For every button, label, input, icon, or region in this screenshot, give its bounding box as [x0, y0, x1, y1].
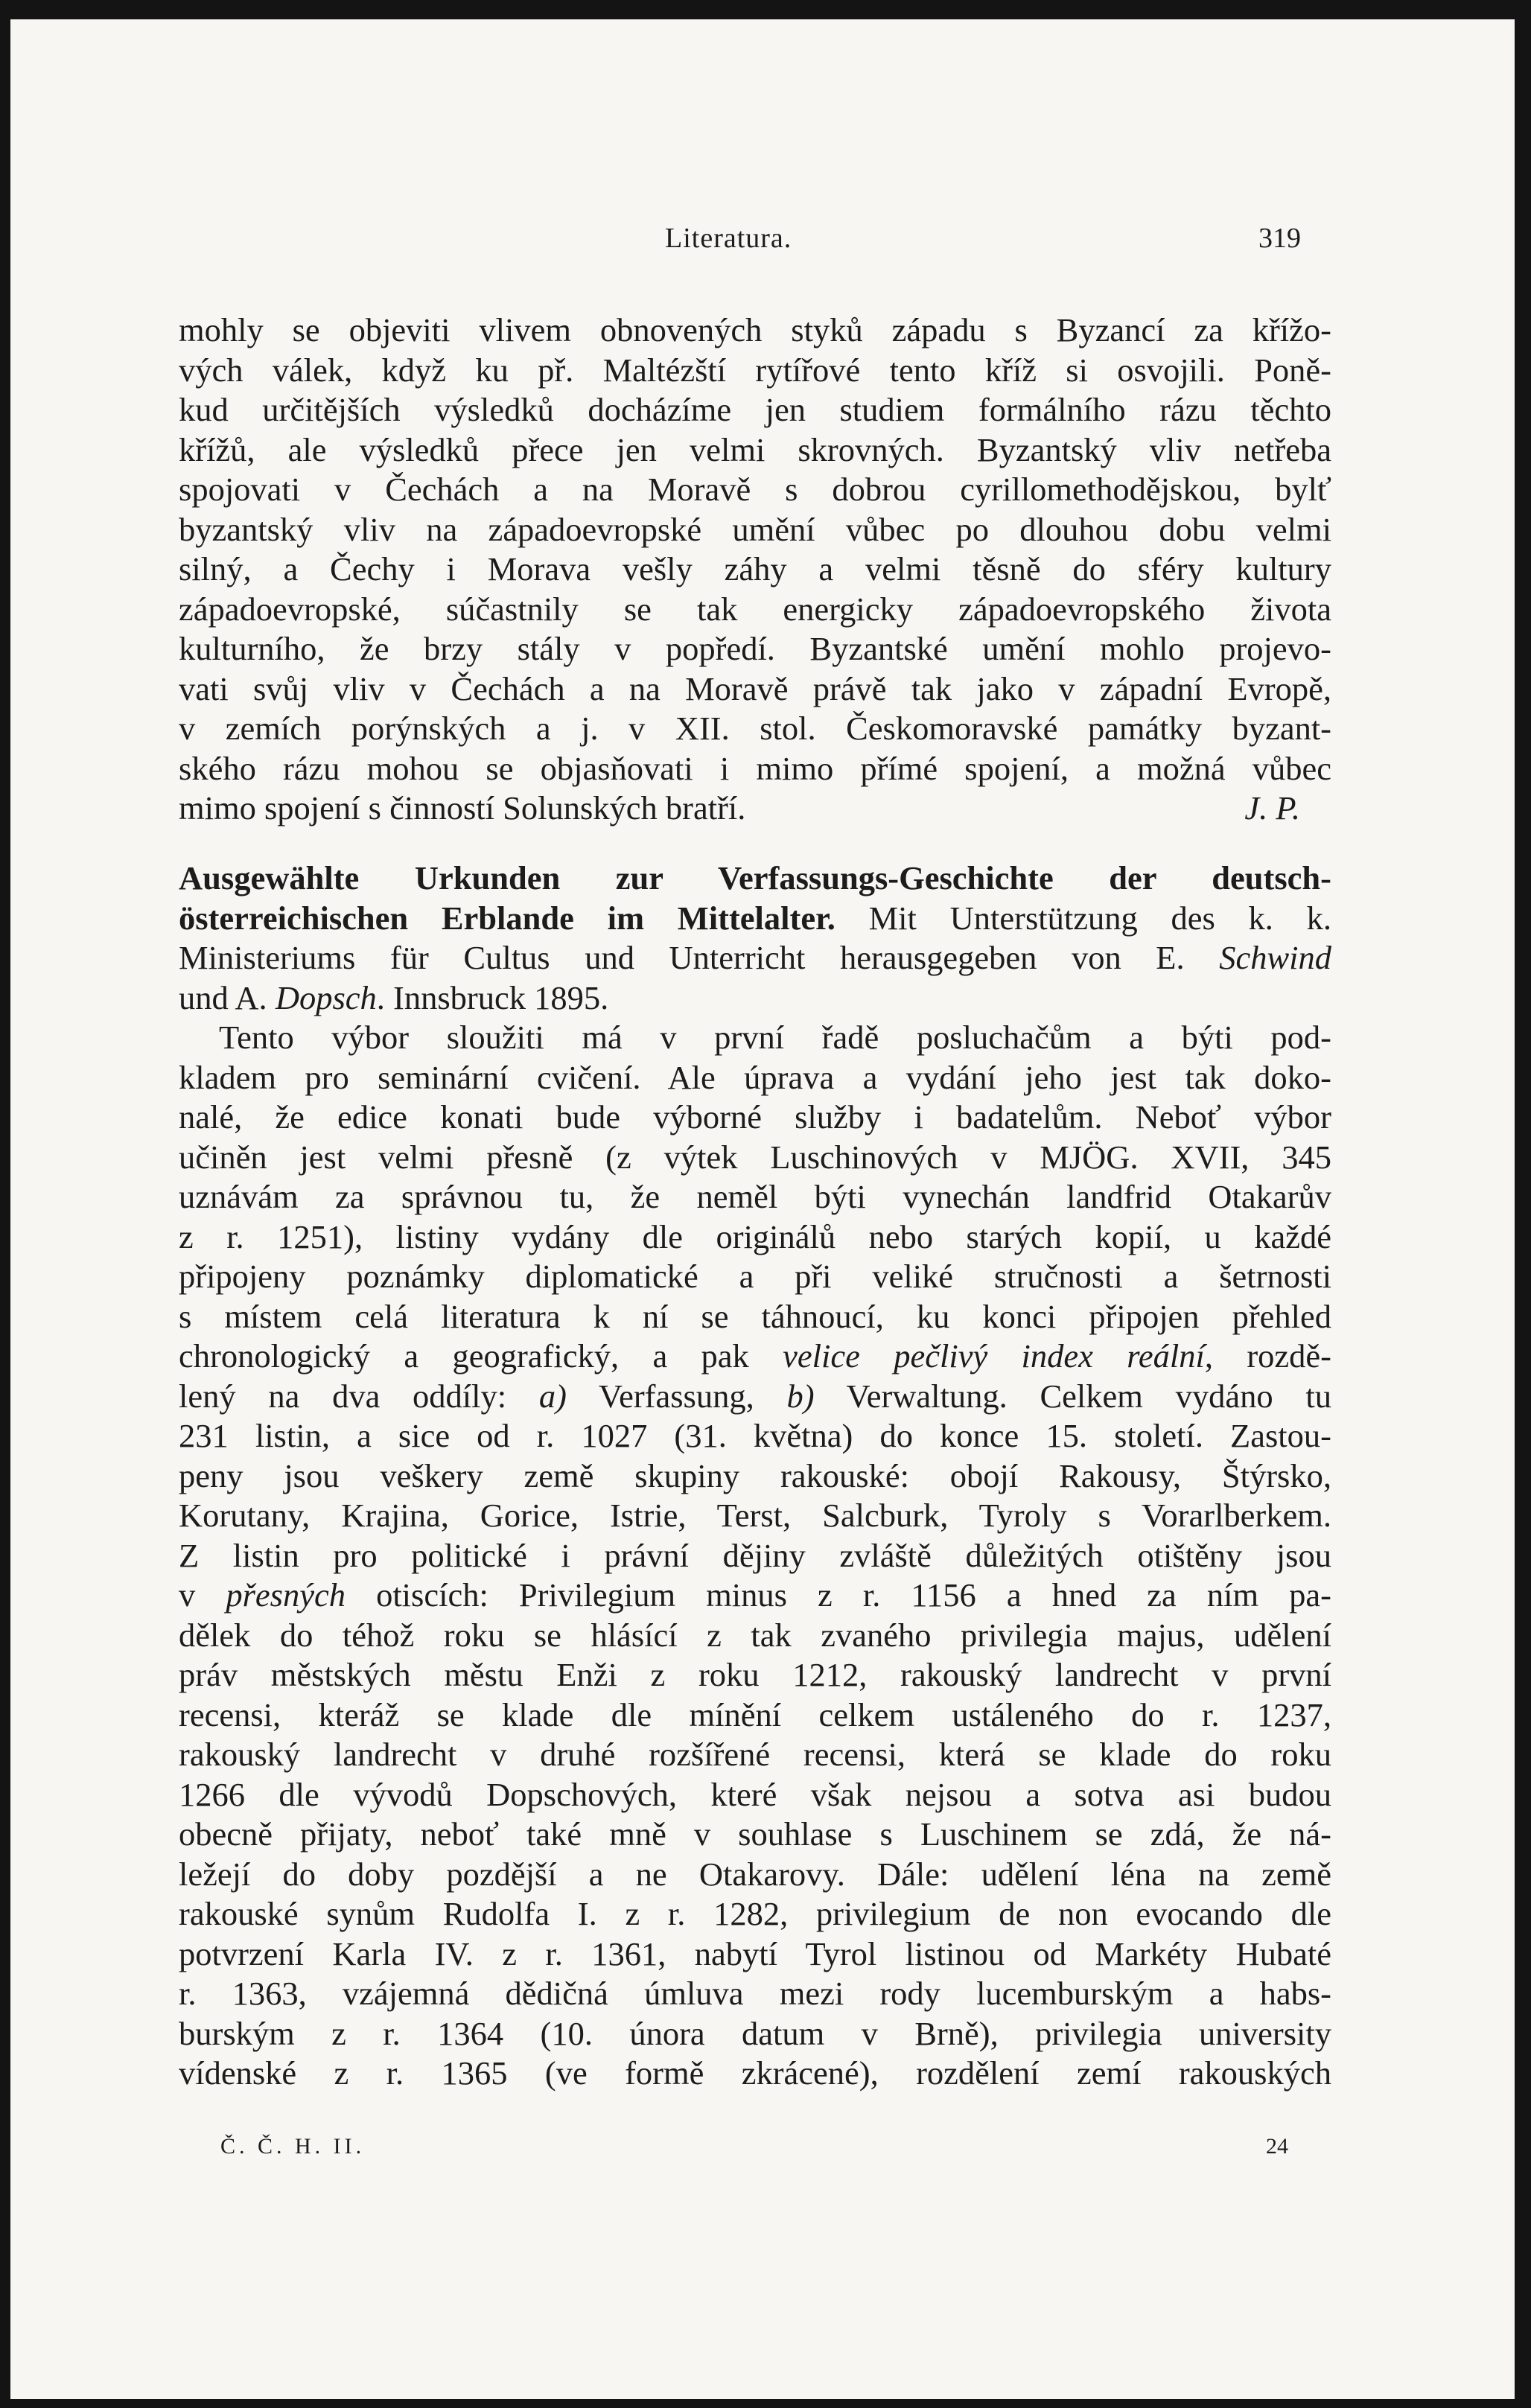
book-imprint: . Innsbruck 1895. — [376, 978, 609, 1016]
text-line: vých válek, když ku př. Maltézští rytířové tento kříž si osvojili. Poně- — [179, 351, 1331, 389]
editor-name: Schwind — [1219, 939, 1331, 976]
book-title: Ausgewählte Urkunden zur Verfassungs-Geschichte der deutsch- — [179, 859, 1331, 896]
italic-marker: a) — [538, 1377, 567, 1415]
text-line: spojovati v Čechách a na Moravě s dobrou cyrillomethodějskou, bylť — [179, 471, 1331, 508]
text-line — [179, 1337, 1331, 1377]
text-line: peny jsou veškery země skupiny rakouské: obojí Rakousy, Štýrsko, — [179, 1456, 1331, 1494]
text-line — [179, 1576, 1331, 1616]
text-line: rakouský landrecht v druhé rozšířené recensi, která se klade do roku — [179, 1736, 1331, 1773]
text-span: , rozdě- — [1204, 1337, 1331, 1375]
running-title: Literatura. — [665, 223, 792, 254]
text-line: s místem celá literatura k ní se táhnoucí, ku konci připojen přehled — [179, 1297, 1331, 1335]
scan-border-bottom — [0, 2399, 1531, 2408]
text-line: vídenské z r. 1365 (ve formě zkrácené), rozdělení zemí rakouských — [179, 2054, 1331, 2092]
sheet-number: 24 — [1266, 2134, 1288, 2159]
text-line: kud určitějších výsledků docházíme jen studiem formálního rázu těchto — [179, 391, 1331, 428]
text-line — [179, 1377, 1331, 1417]
scan-border-left — [0, 0, 10, 2408]
text-line: burským z r. 1364 (10. února datum v Brně), privilegia university — [179, 2014, 1331, 2052]
book-title-line — [179, 899, 1331, 939]
text-line: v zemích porýnských a j. v XII. stol. Českomoravské památky byzant- — [179, 710, 1331, 747]
page-number: 319 — [1258, 223, 1301, 254]
text-line: ského rázu mohou se objasňovati i mimo přímé spojení, a možná vůbec — [179, 749, 1331, 787]
scan-border-right — [1515, 0, 1531, 2408]
author-signature: J. P. — [1244, 789, 1300, 826]
last-line-text: mimo spojení s činností Solunských bratří. — [179, 789, 746, 826]
text-line: Z listin pro politické i právní dějiny zvláště důležitých otištěny jsou — [179, 1536, 1331, 1574]
text-line: recensi, kteráž se klade dle mínění celkem ustáleného do r. 1237, — [179, 1695, 1331, 1733]
page-footer — [0, 2134, 1531, 2171]
text-line: 231 listin, a sice od r. 1027 (31. května) do konce 15. století. Zastou- — [179, 1417, 1331, 1454]
text-line: z r. 1251), listiny vydány dle originálů nebo starých kopií, u každé — [179, 1217, 1331, 1255]
text-line: Korutany, Krajina, Gorice, Istrie, Terst, Salcburk, Tyroly s Vorarlberkem. — [179, 1497, 1331, 1534]
running-header — [0, 222, 1531, 267]
text-span: Verwaltung. Celkem vydáno tu — [814, 1377, 1331, 1415]
book-title-line — [179, 859, 1331, 899]
scan-border-top — [0, 0, 1531, 19]
book-title-line — [179, 938, 1331, 978]
book-title-line — [179, 978, 1331, 1019]
text-line: mohly se objeviti vlivem obnovených styků západu s Byzancí za křížo- — [179, 311, 1331, 348]
text-span: otiscích: Privilegium minus z r. 1156 a hned za ním pa- — [345, 1576, 1331, 1614]
text-line: ležejí do doby pozdější a ne Otakarovy. Dále: udělení léna na země — [179, 1855, 1331, 1893]
text-line: r. 1363, vzájemná dědičná úmluva mezi rody lucemburským a habs- — [179, 1975, 1331, 2012]
text-span: v — [179, 1576, 226, 1614]
text-line: uznávám za správnou tu, že neměl býti vynechán landfrid Otakarův — [179, 1178, 1331, 1215]
review-paragraph-urkunden — [179, 859, 1331, 2094]
text-line: obecně přijaty, neboť také mně v souhlase s Luschinem se zdá, že ná- — [179, 1815, 1331, 1853]
text-line: kulturního, že brzy stály v popředí. Byzantské umění mohlo projevo- — [179, 630, 1331, 667]
printer-signature-mark: Č. Č. H. II. — [220, 2134, 366, 2159]
text-line: připojeny poznámky diplomatické a při veliké stručnosti a šetrnosti — [179, 1258, 1331, 1295]
text-line: 1266 dle vývodů Dopschových, které však nejsou a sotva asi budou — [179, 1775, 1331, 1813]
text-span: chronologický a geografický, a pak — [179, 1337, 783, 1375]
italic-marker: b) — [786, 1377, 815, 1415]
text-line: práv městských městu Enži z roku 1212, rakouský landrecht v první — [179, 1656, 1331, 1693]
editor-name: Dopsch — [275, 978, 377, 1016]
text-line: nalé, že edice konati bude výborné služby i badatelům. Neboť výbor — [179, 1098, 1331, 1135]
book-publisher-text: Ministeriums für Cultus und Unterricht herausgegeben von E. — [179, 939, 1220, 976]
italic-phrase: velice pečlivý index reální — [783, 1337, 1205, 1375]
text-line: křížů, ale výsledků přece jen velmi skrovných. Byzantský vliv netřeba — [179, 430, 1331, 468]
text-line: rakouské synům Rudolfa I. z r. 1282, privilegium de non evocando dle — [179, 1895, 1331, 1932]
italic-phrase: přesných — [226, 1576, 346, 1614]
text-span: Verfassung, — [566, 1377, 787, 1415]
text-line-final — [179, 789, 1331, 829]
text-line: kladem pro seminární cvičení. Ale úprava a vydání jeho jest tak doko- — [179, 1058, 1331, 1096]
text-line: učiněn jest velmi přesně (z výtek Luschinových v MJÖG. XVII, 345 — [179, 1138, 1331, 1176]
text-line: vati svůj vliv v Čechách a na Moravě právě tak jako v západní Evropě, — [179, 669, 1331, 707]
book-subtitle: Mit Unterstützung des k. k. — [835, 899, 1332, 937]
text-line: byzantský vliv na západoevropské umění vůbec po dlouhou dobu velmi — [179, 510, 1331, 548]
text-line: potvrzení Karla IV. z r. 1361, nabytí Tyrol listinou od Markéty Hubaté — [179, 1934, 1331, 1972]
text-line: dělek do téhož roku se hlásící z tak zvaného privilegia majus, udělení — [179, 1616, 1331, 1654]
book-and: und A. — [179, 978, 276, 1016]
text-line: Tento výbor sloužiti má v první řadě posluchačům a býti pod- — [219, 1019, 1331, 1056]
text-line: silný, a Čechy i Morava vešly záhy a velmi těsně do sféry kultury — [179, 550, 1331, 587]
text-line: západoevropské, súčastnily se tak energicky západoevropského života — [179, 590, 1331, 628]
book-title-cont: österreichischen Erblande im Mittelalter. — [179, 899, 835, 937]
text-span: lený na dva oddíly: — [179, 1377, 539, 1415]
review-paragraph-byzantine — [179, 310, 1331, 829]
